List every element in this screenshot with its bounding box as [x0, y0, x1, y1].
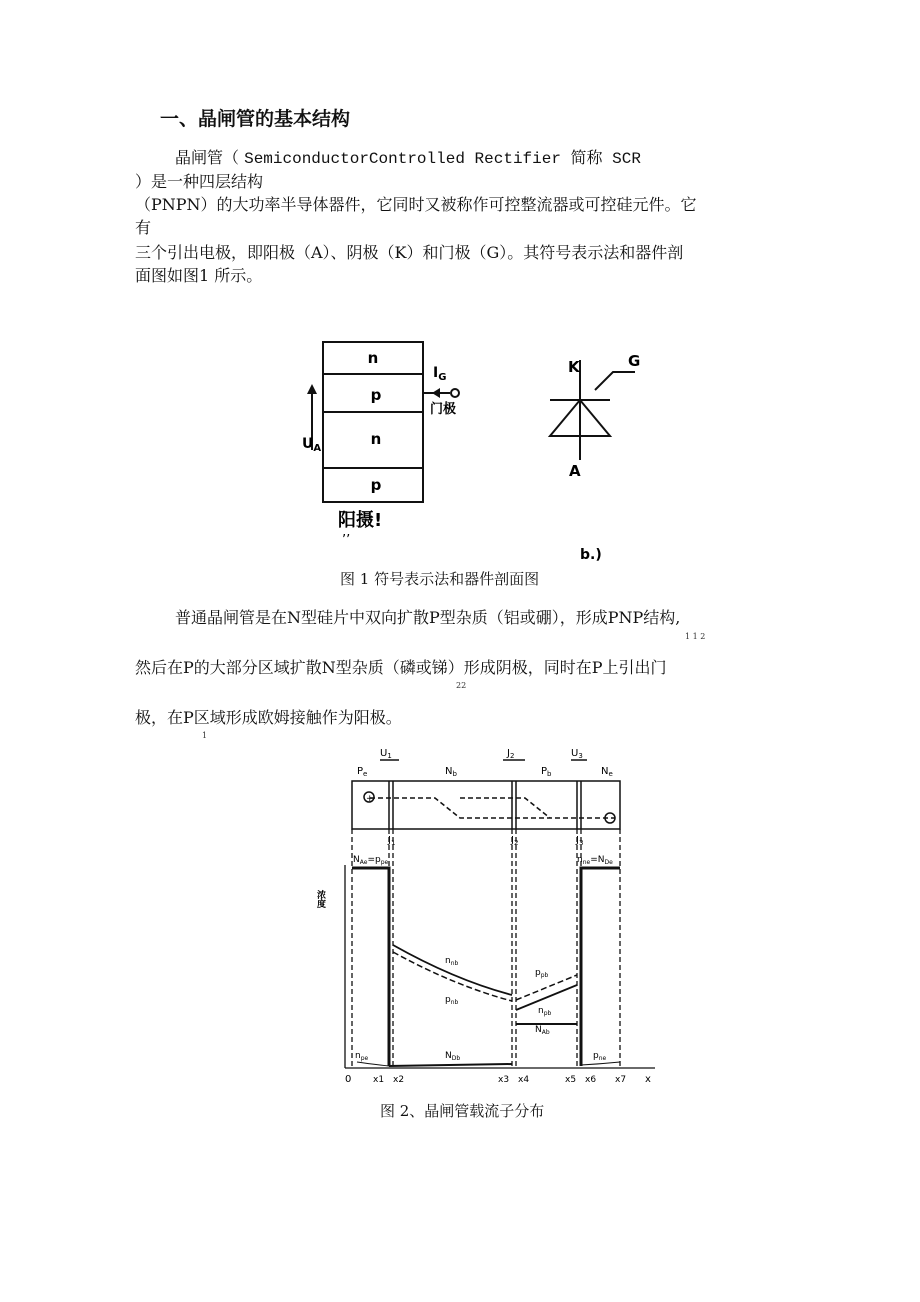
n-nb-curve	[393, 945, 512, 995]
layer-label: p	[370, 386, 382, 404]
nne-nde-label: $n_{ne}=N_{De}$	[577, 855, 613, 866]
intro-line-1	[175, 147, 641, 170]
j1-label: $J_1$	[388, 835, 396, 847]
figure-1-caption: 图 1 符号表示法和器件剖面图	[340, 570, 540, 588]
gate-terminal	[451, 389, 459, 397]
x-tick: x7	[615, 1075, 627, 1085]
superscript-mark: 1	[202, 731, 208, 740]
layer-label: n	[367, 349, 379, 367]
n-pb-curve	[516, 985, 577, 1010]
n-pe-label: $n_{pe}$	[355, 1051, 369, 1062]
n-pe-curve	[357, 1062, 389, 1066]
emitter-p-doping	[352, 868, 389, 1066]
ua-label: $U_A$	[302, 436, 322, 454]
x-tick: 0	[345, 1074, 352, 1085]
para2-line-2: 然后在P的大部分区域扩散N型杂质（磷或锑）形成阴极，同时在P上引出门	[135, 658, 667, 677]
intro-text: 晶闸管（	[175, 148, 245, 167]
ig-label: $I_G$	[433, 365, 447, 383]
j2-top-label: $J_2$	[507, 748, 515, 760]
n-nb-label: $n_{nb}$	[445, 956, 459, 967]
superscript-mark: 1 1 2	[685, 632, 706, 641]
para2-line-3: 极，在P区域形成欧姆接触作为阳极。	[135, 708, 402, 727]
intro-line-5: 三个引出电极，即阳极（A）、阴极（K）和门极（G）。其符号表示法和器件剖	[135, 243, 684, 262]
p-ne-label: $p_{ne}$	[593, 1051, 607, 1062]
p-nb-label: $p_{nb}$	[445, 995, 459, 1006]
p-ne-curve	[581, 1062, 620, 1065]
n-pb-label: $n_{pb}$	[538, 1006, 552, 1017]
figure-1	[290, 330, 640, 570]
k-label: K	[568, 358, 580, 376]
b-label: b.)	[580, 547, 602, 563]
y-axis-label: 浓度	[315, 890, 325, 908]
x-tick: x3	[498, 1075, 510, 1085]
gate-arrowhead	[432, 388, 440, 398]
para2-line-1: 普通晶闸管是在N型硅片中双向扩散P型杂质（铝或硼），形成PNP结构,	[175, 608, 681, 627]
intro-line-6: 面图如图1 所示。	[135, 266, 263, 285]
gate-label: 门极	[430, 402, 457, 417]
x-tick: x5	[565, 1075, 577, 1085]
j3-label: $J_3$	[576, 835, 584, 847]
x-tick: x1	[373, 1075, 385, 1085]
figure-2	[285, 740, 675, 1090]
n-ab-label: $N_{Ab}$	[535, 1025, 550, 1036]
intro-line-4: 有	[135, 218, 152, 237]
intro-english-term: SemiconductorControlled Rectifier	[244, 150, 561, 168]
plus-sign: +	[366, 794, 374, 804]
x-tick: x4	[518, 1075, 530, 1085]
anode-label: 阳摄!	[338, 510, 383, 531]
u3-label: $U_3$	[571, 748, 583, 760]
figure-2-caption: 图 2、晶闸管载流子分布	[380, 1102, 545, 1120]
x-axis-label: x	[645, 1074, 651, 1085]
potential-curve	[460, 798, 550, 818]
pe-label: $P_e$	[357, 766, 368, 778]
ua-arrowhead	[307, 384, 317, 394]
section-heading: 一、晶闸管的基本结构	[160, 108, 351, 130]
intro-line-3: （PNPN）的大功率半导体器件，它同时又被称作可控整流器或可控硅元件。它	[135, 195, 697, 214]
scr-symbol	[550, 360, 635, 460]
superscript-mark: 22	[456, 681, 467, 690]
device-bar	[352, 760, 620, 829]
ne-label: $N_e$	[601, 766, 613, 778]
x-tick: x2	[393, 1075, 405, 1085]
j2-label: $J_2$	[511, 835, 519, 847]
x-tick: x6	[585, 1075, 597, 1085]
nae-ppe-label: $N_{Ae}=p_{pe}$	[353, 855, 389, 866]
device-outline	[352, 781, 620, 829]
intro-abbrev: 简称 SCR	[560, 150, 641, 168]
layer-label: n	[370, 430, 382, 448]
pb-label: $P_b$	[541, 766, 552, 778]
nb-label: $N_b$	[445, 766, 457, 778]
stray-mark: ’’	[342, 533, 351, 548]
u1-label: $U_1$	[380, 748, 392, 760]
a-label: A	[569, 462, 581, 480]
emitter-n-doping	[581, 868, 620, 1066]
p-pb-label: $p_{pb}$	[535, 968, 549, 979]
g-label: G	[628, 352, 640, 370]
n-db-label: $N_{Db}$	[445, 1051, 461, 1062]
intro-line-2: ）是一种四层结构	[135, 172, 264, 191]
gate-lead-symbol	[595, 372, 635, 390]
layer-label: p	[370, 476, 382, 494]
base-n-doping	[389, 1064, 512, 1066]
potential-curve	[370, 798, 615, 818]
